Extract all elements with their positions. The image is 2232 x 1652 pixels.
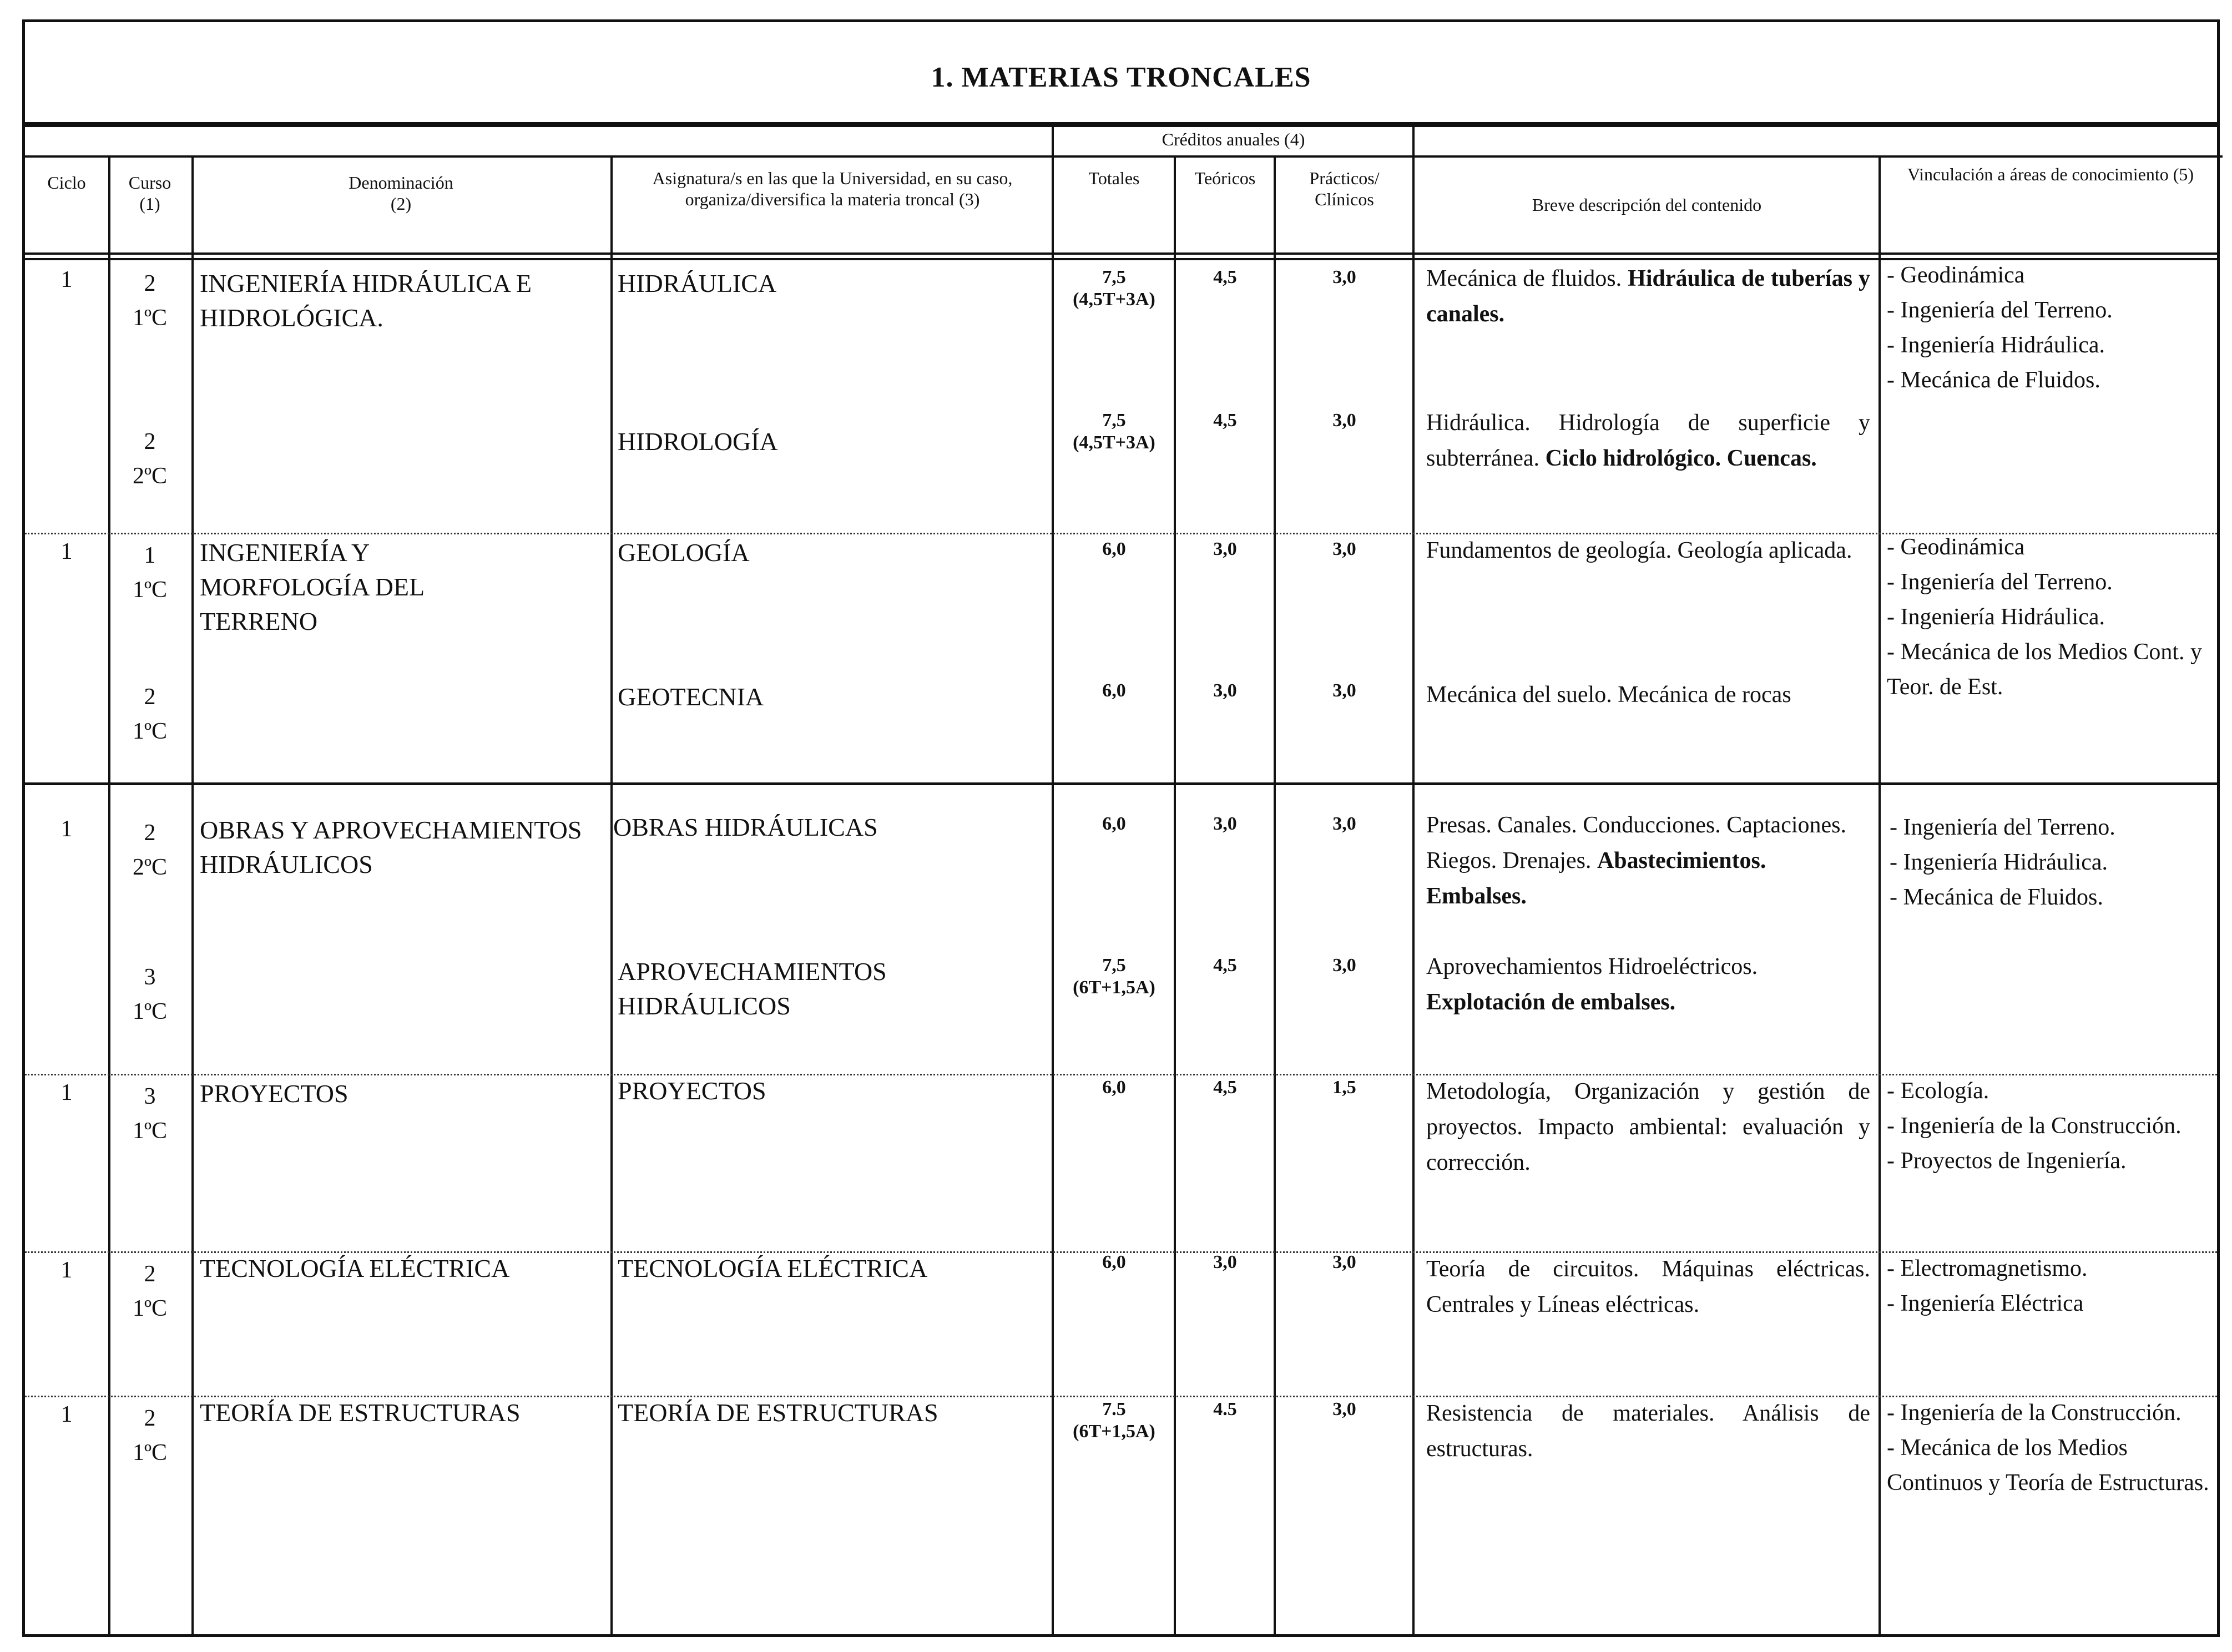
group-1-row-1-practicos: 3,0 [1332,267,1356,287]
group-5-denominacion: TECNOLOGÍA ELÉCTRICA [200,1254,510,1282]
group-5-row-1-practicos: 3,0 [1332,1252,1356,1272]
group-2-row-2-curso: 2 1ºC [132,684,168,744]
group-6-vinc-item: - Mecánica de los Medios Continuos y Teoría de Estructuras. [1887,1435,2209,1496]
group-4-row-1-asignatura: PROYECTOS [618,1077,766,1105]
group-5-row-1-descripcion: Teoría de circuitos. Máquinas eléctricas. Centrales y Líneas eléctricas. [1426,1256,1870,1317]
group-3-vinc-item: - Mecánica de Fluidos. [1890,885,2103,910]
group-1-vinc-item: - Ingeniería Hidráulica. [1887,332,2105,358]
group-1-row-2-teoricos: 4,5 [1213,410,1237,431]
header-rule-mid-left [25,155,1052,158]
group-3-vinculacion [1890,810,2220,915]
col-divider-curso [191,155,194,1637]
group-1-row-2-totales: 7,5 (4,5T+3A) [1073,410,1155,453]
header-ciclo: Ciclo [47,173,86,193]
group-6-denominacion: TEORÍA DE ESTRUCTURAS [200,1398,521,1427]
group-3-row-1-practicos: 3,0 [1332,814,1356,834]
group-2-vinc-item: - Ingeniería Hidráulica. [1887,604,2105,630]
group-5-vinculacion [1887,1251,2220,1321]
group-4-row-1-curso: 3 1ºC [132,1084,168,1144]
group-3-row-2-totales: 7,5 (6T+1,5A) [1073,955,1155,998]
group-6-row-1-curso: 2 1ºC [132,1406,168,1466]
group-3-row-2-asignatura: APROVECHAMIENTOS HIDRÁULICOS [618,957,887,1020]
col-divider-totales [1174,155,1176,1637]
group-5-row-1-teoricos: 3,0 [1213,1252,1237,1272]
group-2-vinculacion [1887,530,2220,705]
header-rule-bottom [25,252,2217,255]
group-5-ciclo: 1 [60,1257,73,1283]
group-2-row-1-descripcion: Fundamentos de geología. Geología aplicada. [1426,538,1852,563]
group-4-ciclo: 1 [60,1080,73,1105]
group-6-row-1-totales: 7.5 (6T+1,5A) [1073,1399,1155,1442]
group-2-row-2-practicos: 3,0 [1332,680,1356,701]
group-2-row-1-practicos: 3,0 [1332,539,1356,559]
group-1-vinc-item: - Ingeniería del Terreno. [1887,297,2113,323]
group-1-denominacion: INGENIERÍA HIDRÁULICA E HIDROLÓGICA. [200,269,532,332]
group-3-row-2-teoricos: 4,5 [1213,955,1237,976]
group-1-row-1-curso: 2 1ºC [132,271,168,331]
group-2-row-2-asignatura: GEOTECNIA [618,683,764,711]
header-descripcion: Breve descripción del contenido [1532,195,1762,215]
group-3-vinc-item: - Ingeniería Hidráulica. [1890,850,2108,875]
group-6-row-1-teoricos: 4.5 [1213,1399,1237,1419]
col-divider-descripcion [1878,155,1881,1637]
group-separator-2 [25,782,2217,785]
group-2-vinc-item: - Mecánica de los Medios Cont. y Teor. de Est. [1887,639,2203,700]
col-divider-teoricos [1274,155,1276,1637]
group-2-row-1-teoricos: 3,0 [1213,539,1237,559]
col-divider-practicos [1412,125,1415,1637]
group-4-row-1-totales: 6,0 [1102,1077,1126,1098]
header-rule-mid-right [1415,155,2223,158]
group-3-row-2-curso: 3 1ºC [132,964,168,1024]
group-2-vinc-item: - Ingeniería del Terreno. [1887,569,2113,595]
group-3-row-1-teoricos: 3,0 [1213,814,1237,834]
group-4-vinc-item: - Proyectos de Ingeniería. [1887,1148,2127,1174]
group-1-row-2-practicos: 3,0 [1332,410,1356,431]
group-6-row-1-practicos: 3,0 [1332,1399,1356,1419]
header-creditos: Créditos anuales (4) [1162,129,1305,149]
group-1-row-2-descripcion: Hidráulica. Hidrología de superficie y subterránea. Ciclo hidrológico. Cuencas. [1426,410,1870,471]
group-3-vinc-item: - Ingeniería del Terreno. [1890,815,2115,840]
group-2-row-1-totales: 6,0 [1102,539,1126,559]
group-5-row-1-curso: 2 1ºC [132,1261,168,1321]
group-5-row-1-totales: 6,0 [1102,1252,1126,1272]
header-vinculacion: Vinculación a áreas de conocimiento (5) [1907,164,2194,184]
header-rule-top [25,125,2217,127]
group-3-ciclo: 1 [60,816,73,842]
group-2-row-1-asignatura: GEOLOGÍA [618,538,750,567]
group-1-vinc-item: - Mecánica de Fluidos. [1887,367,2100,393]
group-1-row-2-asignatura: HIDROLOGÍA [618,427,778,456]
header-teoricos: Teóricos [1194,168,1256,188]
group-4-vinc-item: - Ingeniería de la Construcción. [1887,1113,2181,1139]
group-1-row-1-totales: 7,5 (4,5T+3A) [1073,267,1155,310]
group-3-row-2-practicos: 3,0 [1332,955,1356,976]
header-asignatura: Asignatura/s en las que la Universidad, en su caso, organiza/diversifica la materia troncal (3) [652,168,1013,209]
group-1-row-1-asignatura: HIDRÁULICA [618,269,777,297]
group-5-vinc-item: - Ingeniería Eléctrica [1887,1291,2084,1316]
group-1-row-1-teoricos: 4,5 [1213,267,1237,287]
header-practicos: Prácticos/ Clínicos [1309,168,1380,209]
group-4-vinc-item: - Ecología. [1887,1078,1989,1104]
group-2-row-2-teoricos: 3,0 [1213,680,1237,701]
group-2-row-1-curso: 1 1ºC [132,543,168,603]
group-3-row-1-asignatura: OBRAS HIDRÁULICAS [613,813,878,841]
group-1-row-1-descripcion: Mecánica de fluidos. Hidráulica de tuberías y canales. [1426,266,1870,327]
header-curso: Curso (1) [128,173,171,214]
group-6-vinc-item: - Ingeniería de la Construcción. [1887,1400,2181,1426]
group-5-vinc-item: - Electromagnetismo. [1887,1256,2088,1281]
group-5-row-1-asignatura: TECNOLOGÍA ELÉCTRICA [618,1254,928,1282]
group-3-row-1-descripcion: Presas. Canales. Conducciones. Captaciones. Riegos. Drenajes. Abastecimientos. Embalses. [1426,812,1846,909]
group-4-denominacion: PROYECTOS [200,1079,349,1108]
group-2-row-2-descripcion: Mecánica del suelo. Mecánica de rocas [1426,682,1791,708]
group-1-vinculacion [1887,258,2220,398]
group-6-vinculacion [1887,1396,2220,1501]
group-4-vinculacion [1887,1074,2220,1179]
group-4-row-1-descripcion: Metodología, Organización y gestión de proyectos. Impacto ambiental: evaluación y corrección. [1426,1079,1870,1175]
group-3-row-1-totales: 6,0 [1102,814,1126,834]
group-6-row-1-descripcion: Resistencia de materiales. Análisis de estructuras. [1426,1401,1870,1462]
group-2-ciclo: 1 [60,539,73,564]
group-6-ciclo: 1 [60,1402,73,1427]
group-2-row-2-totales: 6,0 [1102,680,1126,701]
group-1-row-2-curso: 2 2ºC [132,429,168,489]
group-3-denominacion: OBRAS Y APROVECHAMIENTOS HIDRÁULICOS [200,816,582,878]
col-divider-denominacion [610,155,613,1637]
group-1-vinc-item: - Geodinámica [1887,262,2025,288]
group-2-denominacion: INGENIERÍA Y MORFOLOGÍA DEL TERRENO [200,538,424,635]
group-4-row-1-teoricos: 4,5 [1213,1077,1237,1098]
col-divider-asignatura [1052,125,1054,1637]
header-denominacion: Denominación (2) [349,173,453,214]
group-4-row-1-practicos: 1,5 [1332,1077,1356,1098]
group-1-ciclo: 1 [60,267,73,292]
group-3-row-2-descripcion: Aprovechamientos Hidroeléctricos. Explotación de embalses. [1426,954,1758,1015]
creditos-subrule [1052,155,1415,158]
page-title: 1. MATERIAS TRONCALES [931,62,1311,93]
header-totales: Totales [1088,168,1140,188]
title-box [25,22,2217,125]
group-6-row-1-asignatura: TEORÍA DE ESTRUCTURAS [618,1398,938,1427]
group-3-row-1-curso: 2 2ºC [132,820,168,880]
group-2-vinc-item: - Geodinámica [1887,534,2025,560]
materias-troncales-sheet [22,19,2220,1637]
